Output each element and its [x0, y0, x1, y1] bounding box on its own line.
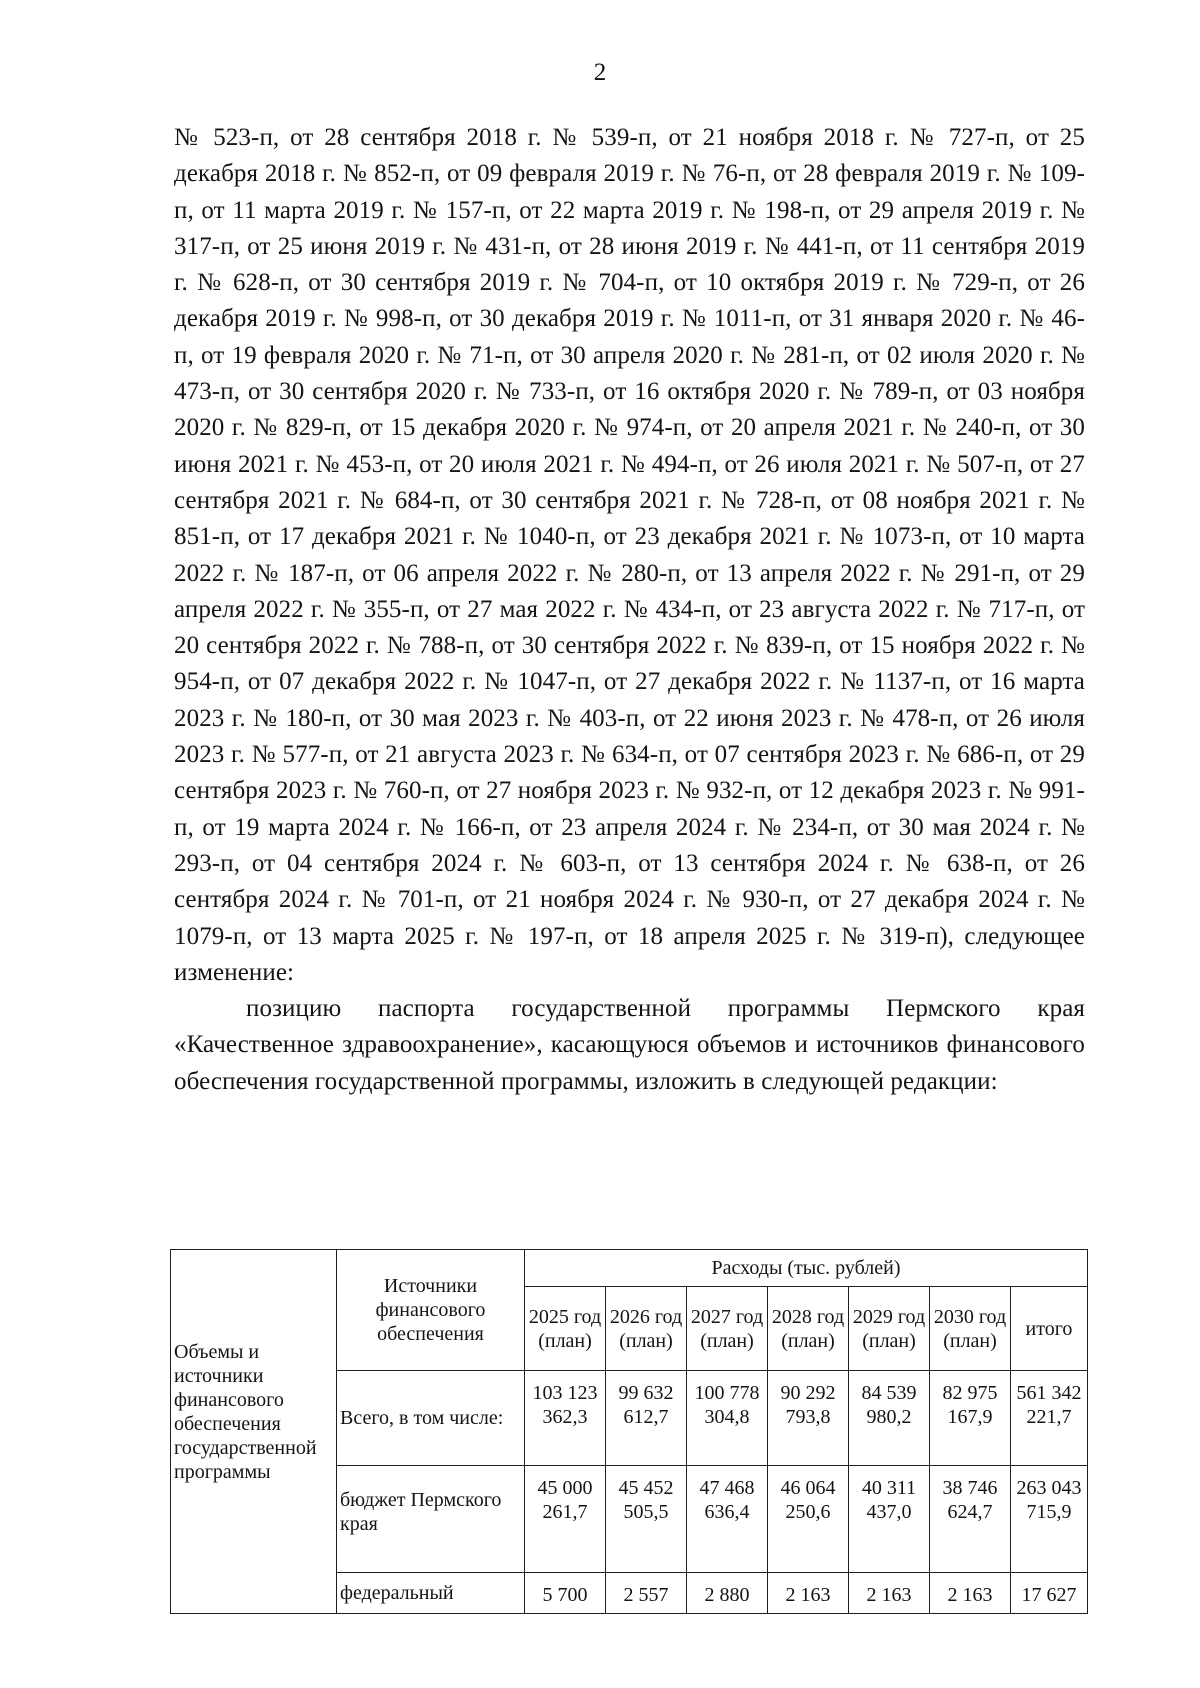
row-source: Всего, в том числе:: [337, 1371, 525, 1466]
column-header: 2027 год (план): [687, 1287, 768, 1371]
sources-header: Источники финансового обеспечения: [337, 1250, 525, 1371]
table-cell: 2 163: [849, 1573, 930, 1614]
paragraph-change-statement: позицию паспорта государственной программы Пермского края «Качественное здравоохранение», касающуюся объемов и источников финансового обеспечения государственной программы, изложить в следующей редакции:: [174, 995, 1085, 1095]
column-header: 2029 год (план): [849, 1287, 930, 1371]
table-cell: 46 064 250,6: [768, 1466, 849, 1573]
row-source: бюджет Пермского края: [337, 1466, 525, 1573]
table-cell: 17 627: [1011, 1573, 1088, 1614]
paragraph-amendments-list: № 523-п, от 28 сентября 2018 г. № 539-п, от 21 ноября 2018 г. № 727-п, от 25 декабря 2018 г. № 852-п, от 09 февраля 2019 г. № 76-п, от 28 февраля 2019 г. № 109-п, от 11 марта 2019 г. № 157-п, от 22 марта 2019 г. № 198-п, от 29 апреля 2019 г. № 317-п, от 25 июня 2019 г. № 431-п, от 28 июня 2019 г. № 441-п, от 11 сентября 2019 г. № 628-п, от 30 сентября 2019 г. № 704-п, от 10 октября 2019 г. № 729-п, от 26 декабря 2019 г. № 998-п, от 30 декабря 2019 г. № 1011-п, от 31 января 2020 г. № 46-п, от 19 февраля 2020 г. № 71-п, от 30 апреля 2020 г. № 281-п, от 02 июля 2020 г. № 473-п, от 30 сентября 2020 г. № 733-п, от 16 октября 2020 г. № 789-п, от 03 ноября 2020 г. № 829-п, от 15 декабря 2020 г. № 974-п, от 20 апреля 2021 г. № 240-п, от 30 июня 2021 г. № 453-п, от 20 июля 2021 г. № 494-п, от 26 июля 2021 г. № 507-п, от 27 сентября 2021 г. № 684-п, от 30 сентября 2021 г. № 728-п, от 08 ноября 2021 г. № 851-п, от 17 декабря 2021 г. № 1040-п, от 23 декабря 2021 г. № 1073-п, от 10 марта 2022 г. № 187-п, от 06 апреля 2022 г. № 280-п, от 13 апреля 2022 г. № 291-п, от 29 апреля 2022 г. № 355-п, от 27 мая 2022 г. № 434-п, от 23 августа 2022 г. № 717-п, от 20 сентября 2022 г. № 788-п, от 30 сентября 2022 г. № 839-п, от 15 ноября 2022 г. № 954-п, от 07 декабря 2022 г. № 1047-п, от 27 декабря 2022 г. № 1137-п, от 16 марта 2023 г. № 180-п, от 30 мая 2023 г. № 403-п, от 22 июня 2023 г. № 478-п, от 26 июля 2023 г. № 577-п, от 21 августа 2023 г. № 634-п, от 07 сентября 2023 г. № 686-п, от 29 сентября 2023 г. № 760-п, от 27 ноября 2023 г. № 932-п, от 12 декабря 2023 г. № 991-п, от 19 марта 2024 г. № 166-п, от 23 апреля 2024 г. № 234-п, от 30 мая 2024 г. № 293-п, от 04 сентября 2024 г. № 603-п, от 13 сентября 2024 г. № 638-п, от 26 сентября 2024 г. № 701-п, от 21 ноября 2024 г. № 930-п, от 27 декабря 2024 г. № 1079-п, от 13 марта 2025 г. № 197-п, от 18 апреля 2025 г. № 319-п), следующее изменение:: [174, 124, 1085, 986]
column-header: 2026 год (план): [606, 1287, 687, 1371]
table-cell: 90 292 793,8: [768, 1371, 849, 1466]
table-left-header: Объемы и источники финансового обеспечения государственной программы: [171, 1250, 337, 1614]
table-cell: 100 778 304,8: [687, 1371, 768, 1466]
table-cell: 40 311 437,0: [849, 1466, 930, 1573]
row-source: федеральный: [337, 1573, 525, 1614]
table-cell: 99 632 612,7: [606, 1371, 687, 1466]
table-cell: 561 342 221,7: [1011, 1371, 1088, 1466]
table-cell: 2 163: [930, 1573, 1011, 1614]
table-cell: 82 975 167,9: [930, 1371, 1011, 1466]
table-cell: 45 000 261,7: [525, 1466, 606, 1573]
page-number: 2: [593, 59, 607, 86]
column-header: итого: [1011, 1287, 1088, 1371]
financing-table: [170, 1249, 1088, 1614]
table-cell: 103 123 362,3: [525, 1371, 606, 1466]
table-cell: 5 700: [525, 1573, 606, 1614]
table-cell: 263 043 715,9: [1011, 1466, 1088, 1573]
table-cell: 47 468 636,4: [687, 1466, 768, 1573]
column-header: 2025 год (план): [525, 1287, 606, 1371]
table-cell: 45 452 505,5: [606, 1466, 687, 1573]
table-cell: 84 539 980,2: [849, 1371, 930, 1466]
expenses-header: Расходы (тыс. рублей): [525, 1250, 1088, 1287]
column-header: 2030 год (план): [930, 1287, 1011, 1371]
table-cell: 38 746 624,7: [930, 1466, 1011, 1573]
document-body: [174, 120, 1085, 1100]
table-cell: 2 557: [606, 1573, 687, 1614]
table-cell: 2 880: [687, 1573, 768, 1614]
column-header: 2028 год (план): [768, 1287, 849, 1371]
table-header-row: [171, 1250, 1088, 1287]
table-cell: 2 163: [768, 1573, 849, 1614]
